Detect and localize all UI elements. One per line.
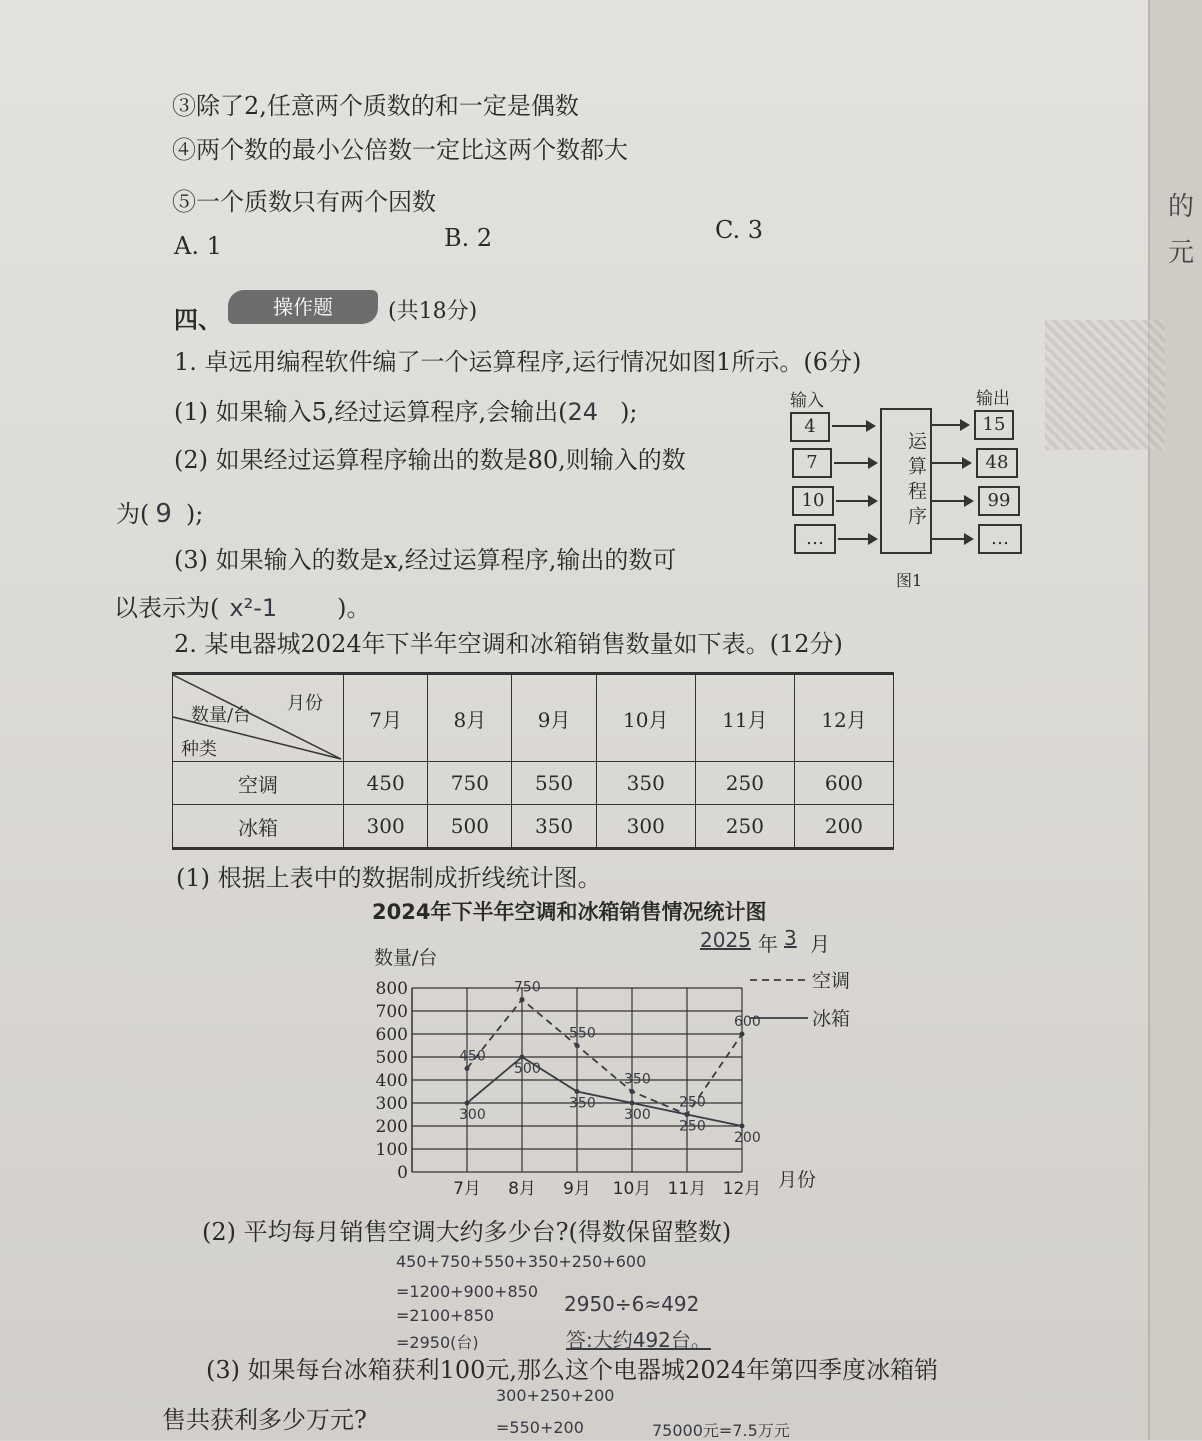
chart-month-label: 月 — [810, 932, 830, 956]
chart-y-tick-label: 700 — [375, 1002, 408, 1022]
table-header-cell: 10月 — [596, 674, 695, 762]
work2-line: =2100+850 — [396, 1306, 495, 1325]
q2-part3-line1: (3) 如果每台冰箱获利100元,那么这个电器城2024年第四季度冰箱销 — [206, 1356, 939, 1384]
figure-caption: 图1 — [896, 571, 923, 590]
table-cell: 550 — [512, 762, 596, 805]
q1-part3-line1: (3) 如果输入的数是x,经过运算程序,输出的数可 — [174, 546, 677, 574]
statement-3: ③除了2,任意两个质数的和一定是偶数 — [172, 92, 579, 120]
chart-data-point — [740, 1124, 745, 1129]
chart-y-tick-label: 0 — [397, 1163, 408, 1183]
chart-data-point — [630, 1101, 635, 1106]
chart-y-tick-label: 300 — [375, 1094, 408, 1114]
figure-arrow — [932, 500, 972, 502]
choice-c: C. 3 — [715, 216, 764, 244]
chart-legend-label: 冰箱 — [812, 1008, 851, 1030]
q1-part3-prefix: 以表示为( — [114, 594, 220, 622]
table-cell: 300 — [344, 805, 428, 849]
figure-program-label: 运算程序 — [905, 431, 927, 531]
figure-output-box: 15 — [974, 410, 1014, 440]
work2-line: =1200+900+850 — [396, 1282, 539, 1301]
corner-quantity-label: 数量/台 — [191, 705, 252, 726]
table-cell: 250 — [695, 762, 794, 805]
chart-data-label: 300 — [459, 1107, 486, 1123]
chart-y-tick-label: 800 — [375, 979, 408, 999]
chart-data-label: 750 — [514, 979, 541, 996]
figure-arrow — [932, 424, 968, 426]
figure-arrow — [832, 425, 874, 427]
table-cell: 450 — [344, 762, 428, 805]
chart-x-tick-label: 9月 — [563, 1179, 591, 1199]
table-cell: 250 — [695, 805, 794, 849]
chart-legend-label: 空调 — [812, 970, 851, 992]
chart-data-label: 250 — [679, 1118, 706, 1135]
chart-y-tick-label: 400 — [375, 1071, 408, 1091]
chart-data-point — [685, 1112, 690, 1117]
chart-data-label: 350 — [569, 1095, 596, 1112]
table-cell: 350 — [596, 762, 695, 805]
q1-part3-line2 — [114, 588, 371, 623]
table-cell: 350 — [512, 805, 596, 849]
q1-part1 — [174, 392, 638, 427]
figure-input-box: 10 — [792, 486, 834, 516]
table-cell: 200 — [794, 805, 893, 849]
chart-y-tick-label: 600 — [375, 1025, 408, 1045]
q2-part2: (2) 平均每月销售空调大约多少台?(得数保留整数) — [202, 1218, 732, 1246]
chart-data-point — [520, 997, 525, 1002]
chart-year-written: 2025 — [700, 928, 751, 952]
figure-arrow — [932, 462, 970, 464]
table-row — [173, 762, 894, 805]
q1-part2-line1: (2) 如果经过运算程序输出的数是80,则输入的数 — [174, 446, 686, 474]
chart-data-label: 250 — [679, 1094, 706, 1111]
qr-code-shadow — [1045, 320, 1165, 450]
q1-part1-prefix: (1) 如果输入5,经过运算程序,会输出( — [174, 398, 568, 426]
table-cell: 300 — [596, 805, 695, 849]
chart-x-tick-label: 10月 — [612, 1179, 652, 1199]
line-chart — [360, 940, 851, 1202]
chart-data-point — [630, 1089, 635, 1094]
q2-part3-line2: 售共获利多少万元? — [162, 1406, 367, 1434]
chart-y-tick-label: 500 — [375, 1048, 408, 1068]
chart-x-tick-label: 11月 — [667, 1179, 707, 1199]
figure-output-label: 输出 — [976, 389, 1010, 409]
table-header-cell: 12月 — [794, 674, 893, 762]
chart-title: 2024年下半年空调和冰箱销售情况统计图 — [372, 900, 767, 924]
table-header-cell: 8月 — [428, 674, 512, 762]
statement-4: ④两个数的最小公倍数一定比这两个数都大 — [172, 136, 628, 164]
chart-data-label: 350 — [624, 1071, 651, 1088]
chart-x-tick-label: 12月 — [722, 1179, 762, 1199]
q1-part2-suffix: ); — [185, 500, 204, 528]
chart-data-label: 600 — [734, 1014, 761, 1030]
sales-table — [172, 672, 894, 850]
chart-y-axis-label: 数量/台 — [374, 947, 438, 969]
corner-type-label: 种类 — [181, 739, 217, 760]
corner-month-label: 月份 — [287, 693, 323, 714]
chart-data-point — [740, 1032, 745, 1037]
work2-line: 2950÷6≈492 — [564, 1292, 700, 1316]
table-cell: 600 — [794, 762, 893, 805]
table-row-label: 冰箱 — [173, 805, 344, 849]
figure-output-box: 99 — [978, 486, 1020, 516]
table-header-cell: 11月 — [695, 674, 794, 762]
q1-part1-suffix: ); — [620, 398, 638, 426]
q1-stem: 1. 卓远用编程软件编了一个运算程序,运行情况如图1所示。(6分) — [174, 348, 862, 376]
figure-output-box: 48 — [976, 448, 1018, 478]
choice-a: A. 1 — [174, 232, 222, 260]
section-points: (共18分) — [388, 299, 478, 324]
q2-stem: 2. 某电器城2024年下半年空调和冰箱销售数量如下表。(12分) — [174, 630, 843, 658]
section-badge: 操作题 — [228, 290, 378, 324]
chart-data-point — [465, 1066, 470, 1071]
figure-input-box: 4 — [790, 412, 830, 442]
figure-output-box: … — [978, 524, 1022, 554]
figure-program-box — [880, 408, 932, 554]
next-page-edge — [1148, 0, 1202, 1440]
chart-year-label: 年 — [758, 932, 778, 956]
table-header-cell: 7月 — [344, 674, 428, 762]
q1-part2-answer: 9 — [155, 499, 172, 529]
choice-b: B. 2 — [444, 224, 493, 252]
work3-line: 75000元=7.5万元 — [652, 1421, 790, 1440]
chart-data-label: 200 — [734, 1130, 761, 1146]
q1-part1-answer: 24 — [567, 398, 599, 426]
table-corner-cell — [173, 674, 344, 762]
table-header-cell: 9月 — [512, 674, 596, 762]
statement-5: ⑤一个质数只有两个因数 — [172, 188, 436, 216]
figure-input-label: 输入 — [790, 391, 824, 411]
chart-data-point — [520, 1055, 525, 1060]
figure-arrow — [836, 500, 876, 502]
q1-part3-suffix: )。 — [337, 594, 371, 622]
chart-y-tick-label: 200 — [375, 1117, 408, 1137]
work2-line: =2950(台) — [396, 1333, 479, 1352]
chart-x-axis-label: 月份 — [778, 1169, 817, 1191]
work2-answer: 答:大约492台。 — [566, 1328, 711, 1352]
chart-data-point — [465, 1101, 470, 1106]
work3-line: 300+250+200 — [496, 1386, 615, 1405]
figure-input-box: 7 — [792, 448, 832, 478]
chart-data-label: 550 — [569, 1025, 596, 1042]
table-row-label: 空调 — [173, 762, 344, 805]
q1-part2-prefix: 为( — [116, 500, 150, 528]
figure-input-box: … — [794, 524, 836, 554]
chart-data-point — [575, 1089, 580, 1094]
edge-char-1: 的 — [1168, 192, 1195, 222]
section-number: 四、 — [174, 305, 222, 334]
figure-arrow — [932, 538, 972, 540]
table-cell: 750 — [428, 762, 512, 805]
chart-data-label: 500 — [514, 1061, 541, 1077]
table-header-row — [173, 674, 894, 762]
figure-arrow — [838, 538, 876, 540]
edge-char-2: 元 — [1168, 238, 1195, 268]
chart-data-label: 450 — [459, 1048, 486, 1065]
table-row — [173, 805, 894, 849]
chart-x-tick-label: 7月 — [453, 1179, 481, 1199]
figure-arrow — [834, 462, 876, 464]
q1-part2-line2 — [116, 494, 203, 529]
q2-part1: (1) 根据上表中的数据制成折线统计图。 — [176, 864, 602, 892]
work3-line: =550+200 — [496, 1418, 584, 1437]
table-cell: 500 — [428, 805, 512, 849]
q1-part3-answer: x²-1 — [229, 594, 278, 622]
chart-x-tick-label: 8月 — [508, 1179, 536, 1199]
work2-line: 450+750+550+350+250+600 — [396, 1252, 647, 1271]
chart-data-label: 300 — [624, 1107, 651, 1123]
chart-data-point — [575, 1043, 580, 1048]
chart-month-written: 3 — [784, 926, 797, 950]
chart-y-tick-label: 100 — [375, 1140, 408, 1160]
